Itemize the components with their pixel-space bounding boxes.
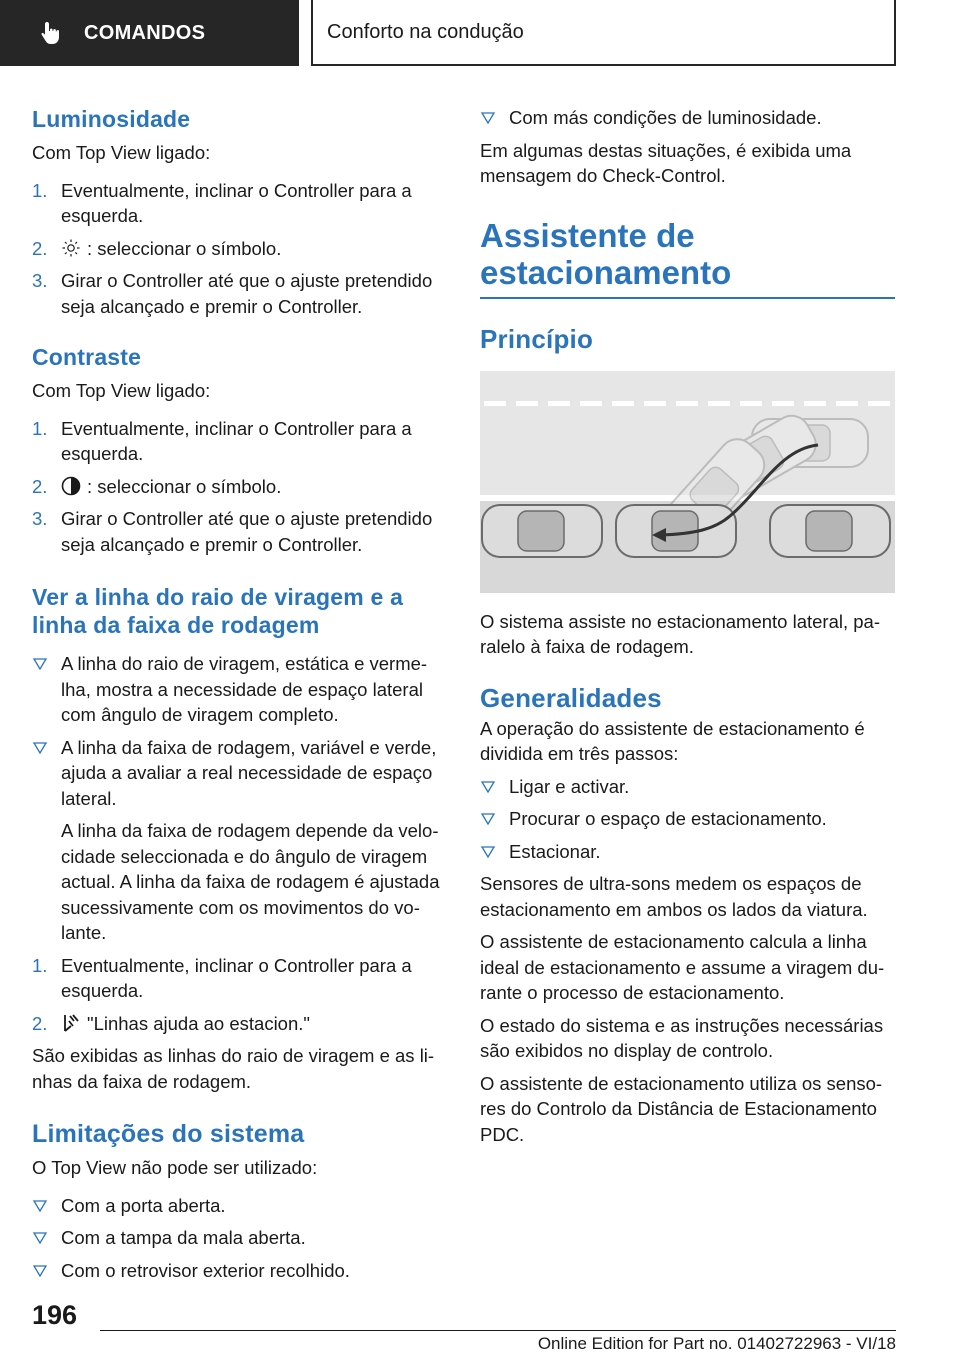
list-item: A linha da faixa de rodagem, variável e verde, ajuda a avaliar a real necessidade de espaço lateral. xyxy=(32,735,447,812)
heading-rule xyxy=(480,297,895,299)
list-item: Com a porta aberta. xyxy=(32,1193,447,1219)
right-column xyxy=(480,100,895,1147)
parking-lines-icon xyxy=(61,1013,81,1033)
principio-text: O sistema assiste no estacionamento lateral, paralelo à faixa de rodagem. xyxy=(480,610,881,657)
bullet-continuation: A linha da faixa de rodagem depende da velocidade seleccionada e do ângulo de viragem actual. A linha da faixa de rodagem é ajustada sucessivamente com os movimentos do volante. xyxy=(61,820,440,943)
triangle-bullet-icon xyxy=(481,846,495,858)
paragraph: Sensores de ultra-sons medem os espaços de estacionamento em ambos os lados da viatura. xyxy=(480,873,868,920)
triangle-bullet-icon xyxy=(481,781,495,793)
linhas-outro: São exibidas as linhas do raio de viragem e as linhas da faixa de rodagem. xyxy=(32,1045,435,1092)
list-item: 2. : seleccionar o símbolo. xyxy=(32,237,282,259)
contraste-intro: Com Top View ligado: xyxy=(32,380,211,401)
triangle-bullet-icon xyxy=(481,813,495,825)
contrast-half-circle-icon xyxy=(61,476,81,496)
check-control-note: Em algumas destas situações, é exibida uma mensagem do Check-Control. xyxy=(480,139,852,186)
paragraph: O estado do sistema e as instruções necessárias são exibidos no display de controlo. xyxy=(480,1014,884,1061)
luminosidade-intro: Com Top View ligado: xyxy=(32,142,211,163)
left-column xyxy=(32,100,447,1283)
list-item: 3. Girar o Controller até que o ajuste pretendido seja alcançado e premir o Controller. xyxy=(32,508,433,555)
page-header xyxy=(0,0,960,66)
list-item: Com más condições de luminosidade. xyxy=(480,105,895,131)
list-item: 1. Eventualmente, inclinar o Controller para a esquerda. xyxy=(32,417,412,464)
limitacoes-intro: O Top View não pode ser utilizado: xyxy=(32,1157,318,1178)
triangle-bullet-icon xyxy=(33,742,47,754)
page-number: 196 xyxy=(32,1300,78,1330)
hand-pointer-icon xyxy=(38,20,64,46)
luminosidade-heading: Luminosidade xyxy=(32,106,191,132)
footer-rule xyxy=(100,1330,896,1331)
list-item: 3. Girar o Controller até que o ajuste pretendido seja alcançado e premir o Controller. xyxy=(32,270,433,317)
list-item: 2. : seleccionar o símbolo. xyxy=(32,475,282,497)
linhas-heading: Ver a linha do raio de viragem e a linha da faixa de rodagem xyxy=(32,584,404,638)
triangle-bullet-icon xyxy=(33,1232,47,1244)
assistente-heading: Assistente de estacionamento xyxy=(480,216,732,291)
principio-heading: Princípio xyxy=(480,323,594,354)
list-item: 1. Eventualmente, inclinar o Controller para a esquerda. xyxy=(32,954,412,1001)
parking-diagram xyxy=(480,371,895,593)
brightness-sun-icon xyxy=(61,238,81,258)
triangle-bullet-icon xyxy=(481,112,495,124)
section-tab xyxy=(0,0,299,66)
list-item: Ligar e activar. xyxy=(480,774,895,800)
list-item: 2. "Linhas ajuda ao estacion." xyxy=(32,1012,310,1034)
list-item: A linha do raio de viragem, estática e vermelha, mostra a necessidade de espaço lateral com ângulo de viragem completo. xyxy=(32,651,447,728)
triangle-bullet-icon xyxy=(33,1200,47,1212)
list-item: Estacionar. xyxy=(480,839,895,865)
chapter-tab xyxy=(311,0,896,66)
list-item: Com o retrovisor exterior recolhido. xyxy=(32,1258,447,1284)
chapter-label: Conforto na condução xyxy=(327,20,524,43)
list-item: 1. Eventualmente, inclinar o Controller para a esquerda. xyxy=(32,179,412,226)
generalidades-heading: Generalidades xyxy=(480,682,662,713)
contraste-heading: Contraste xyxy=(32,344,142,370)
generalidades-intro: A operação do assistente de estacionamento é dividida em três passos: xyxy=(480,717,865,764)
list-item: Procurar o espaço de estacionamento. xyxy=(480,806,895,832)
limitacoes-heading: Limitações do sistema xyxy=(32,1120,305,1148)
list-item: Com a tampa da mala aberta. xyxy=(32,1225,447,1251)
section-label: COMANDOS xyxy=(84,21,206,44)
triangle-bullet-icon xyxy=(33,658,47,670)
edition-text: Online Edition for Part no. 01402722963 - VI/18 xyxy=(537,1334,896,1353)
paragraph: O assistente de estacionamento calcula a linha ideal de estacionamento e assume a viragem durante o processo de estacionamento. xyxy=(480,931,885,1003)
parking-illustration xyxy=(480,371,895,593)
paragraph: O assistente de estacionamento utiliza os sensores do Controlo da Distância de Estacionamento PDC. xyxy=(480,1072,883,1145)
triangle-bullet-icon xyxy=(33,1265,47,1277)
